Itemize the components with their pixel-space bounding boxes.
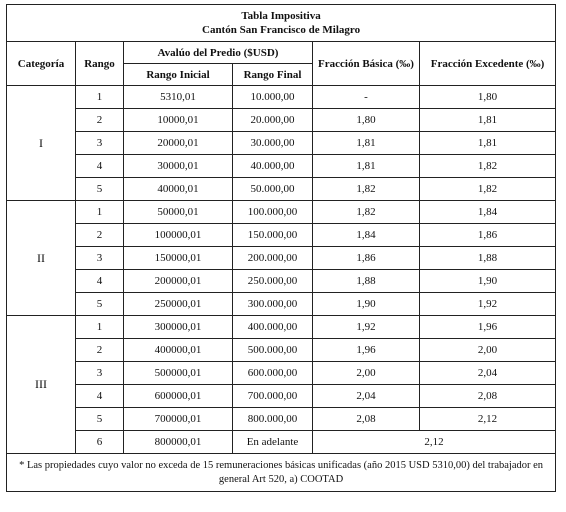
rango-final-cell: 300.000,00 bbox=[233, 293, 313, 316]
header-rango: Rango bbox=[76, 42, 124, 86]
fraccion-excedente-cell: 1,82 bbox=[420, 178, 556, 201]
rango-cell: 4 bbox=[76, 385, 124, 408]
fraccion-excedente-cell: 2,00 bbox=[420, 339, 556, 362]
rango-final-cell: 150.000,00 bbox=[233, 224, 313, 247]
table-row bbox=[7, 132, 556, 155]
rango-cell: 5 bbox=[76, 178, 124, 201]
table-row bbox=[7, 431, 556, 454]
fraccion-basica-cell: 1,81 bbox=[313, 155, 420, 178]
fraccion-excedente-cell: 2,12 bbox=[420, 408, 556, 431]
fraccion-basica-cell: 2,04 bbox=[313, 385, 420, 408]
fraccion-basica-cell: 1,88 bbox=[313, 270, 420, 293]
rango-cell: 1 bbox=[76, 316, 124, 339]
rango-final-cell: 600.000,00 bbox=[233, 362, 313, 385]
table-row bbox=[7, 316, 556, 339]
rango-cell: 5 bbox=[76, 293, 124, 316]
table-row bbox=[7, 247, 556, 270]
table-row bbox=[7, 293, 556, 316]
table-row bbox=[7, 385, 556, 408]
fraccion-excedente-cell: 1,82 bbox=[420, 155, 556, 178]
table-row bbox=[7, 224, 556, 247]
fraccion-excedente-cell: 1,90 bbox=[420, 270, 556, 293]
rango-final-cell: 200.000,00 bbox=[233, 247, 313, 270]
rango-final-cell: 40.000,00 bbox=[233, 155, 313, 178]
table-row bbox=[7, 408, 556, 431]
rango-final-cell: 30.000,00 bbox=[233, 132, 313, 155]
fraccion-excedente-cell: 1,81 bbox=[420, 132, 556, 155]
rango-inicial-cell: 400000,01 bbox=[124, 339, 233, 362]
header-fraccion-excedente: Fracción Excedente (‰) bbox=[420, 42, 556, 86]
header-rango-inicial: Rango Inicial bbox=[124, 64, 233, 86]
rango-final-cell: 700.000,00 bbox=[233, 385, 313, 408]
fraccion-basica-cell: 1,80 bbox=[313, 109, 420, 132]
rango-cell: 2 bbox=[76, 109, 124, 132]
rango-inicial-cell: 800000,01 bbox=[124, 431, 233, 454]
rango-final-cell: 500.000,00 bbox=[233, 339, 313, 362]
fraccion-basica-cell: 2,00 bbox=[313, 362, 420, 385]
fraccion-merged-cell: 2,12 bbox=[313, 431, 556, 454]
fraccion-basica-cell: 1,96 bbox=[313, 339, 420, 362]
fraccion-basica-cell: 1,84 bbox=[313, 224, 420, 247]
rango-inicial-cell: 600000,01 bbox=[124, 385, 233, 408]
rango-inicial-cell: 10000,01 bbox=[124, 109, 233, 132]
rango-inicial-cell: 100000,01 bbox=[124, 224, 233, 247]
header-avaluo: Avalúo del Predio ($USD) bbox=[124, 42, 313, 64]
category-cell: II bbox=[7, 201, 76, 316]
rango-cell: 3 bbox=[76, 247, 124, 270]
fraccion-excedente-cell: 2,08 bbox=[420, 385, 556, 408]
rango-inicial-cell: 40000,01 bbox=[124, 178, 233, 201]
fraccion-excedente-cell: 1,86 bbox=[420, 224, 556, 247]
category-cell: III bbox=[7, 316, 76, 454]
rango-inicial-cell: 50000,01 bbox=[124, 201, 233, 224]
table-row bbox=[7, 201, 556, 224]
fraccion-basica-cell: 1,82 bbox=[313, 201, 420, 224]
header-categoria: Categoría bbox=[7, 42, 76, 86]
rango-inicial-cell: 300000,01 bbox=[124, 316, 233, 339]
fraccion-excedente-cell: 1,92 bbox=[420, 293, 556, 316]
header-rango-final: Rango Final bbox=[233, 64, 313, 86]
fraccion-basica-cell: - bbox=[313, 86, 420, 109]
rango-inicial-cell: 150000,01 bbox=[124, 247, 233, 270]
rango-final-cell: 100.000,00 bbox=[233, 201, 313, 224]
rango-cell: 6 bbox=[76, 431, 124, 454]
rango-inicial-cell: 500000,01 bbox=[124, 362, 233, 385]
table-row bbox=[7, 270, 556, 293]
rango-final-cell: En adelante bbox=[233, 431, 313, 454]
table-row bbox=[7, 178, 556, 201]
fraccion-basica-cell: 1,82 bbox=[313, 178, 420, 201]
rango-inicial-cell: 20000,01 bbox=[124, 132, 233, 155]
rango-cell: 5 bbox=[76, 408, 124, 431]
rango-cell: 3 bbox=[76, 362, 124, 385]
rango-cell: 3 bbox=[76, 132, 124, 155]
rango-inicial-cell: 5310,01 bbox=[124, 86, 233, 109]
rango-inicial-cell: 250000,01 bbox=[124, 293, 233, 316]
fraccion-excedente-cell: 1,84 bbox=[420, 201, 556, 224]
fraccion-basica-cell: 1,81 bbox=[313, 132, 420, 155]
table-row bbox=[7, 362, 556, 385]
fraccion-excedente-cell: 2,04 bbox=[420, 362, 556, 385]
rango-final-cell: 50.000,00 bbox=[233, 178, 313, 201]
fraccion-basica-cell: 1,90 bbox=[313, 293, 420, 316]
rango-final-cell: 10.000,00 bbox=[233, 86, 313, 109]
fraccion-excedente-cell: 1,88 bbox=[420, 247, 556, 270]
rango-cell: 1 bbox=[76, 86, 124, 109]
table-row bbox=[7, 155, 556, 178]
rango-final-cell: 800.000,00 bbox=[233, 408, 313, 431]
tax-table bbox=[6, 4, 556, 492]
table-row bbox=[7, 86, 556, 109]
fraccion-excedente-cell: 1,80 bbox=[420, 86, 556, 109]
rango-final-cell: 400.000,00 bbox=[233, 316, 313, 339]
fraccion-basica-cell: 1,86 bbox=[313, 247, 420, 270]
fraccion-basica-cell: 2,08 bbox=[313, 408, 420, 431]
fraccion-excedente-cell: 1,96 bbox=[420, 316, 556, 339]
fraccion-basica-cell: 1,92 bbox=[313, 316, 420, 339]
rango-inicial-cell: 30000,01 bbox=[124, 155, 233, 178]
rango-inicial-cell: 700000,01 bbox=[124, 408, 233, 431]
table-title bbox=[7, 5, 556, 42]
title-line-2: Cantón San Francisco de Milagro bbox=[202, 24, 361, 36]
rango-final-cell: 20.000,00 bbox=[233, 109, 313, 132]
title-line-1: Tabla Impositiva bbox=[241, 10, 321, 22]
rango-cell: 1 bbox=[76, 201, 124, 224]
table-row bbox=[7, 339, 556, 362]
rango-cell: 2 bbox=[76, 339, 124, 362]
rango-cell: 4 bbox=[76, 155, 124, 178]
rango-final-cell: 250.000,00 bbox=[233, 270, 313, 293]
footnote: * Las propiedades cuyo valor no exceda de 15 remuneraciones básicas unificadas (año 2015 USD 5310,00) del trabajador en general Art 520, a) COOTAD bbox=[7, 454, 556, 492]
category-cell: I bbox=[7, 86, 76, 201]
rango-cell: 4 bbox=[76, 270, 124, 293]
table-row bbox=[7, 109, 556, 132]
rango-inicial-cell: 200000,01 bbox=[124, 270, 233, 293]
header-fraccion-basica: Fracción Básica (‰) bbox=[313, 42, 420, 86]
rango-cell: 2 bbox=[76, 224, 124, 247]
table-body bbox=[7, 86, 556, 454]
fraccion-excedente-cell: 1,81 bbox=[420, 109, 556, 132]
